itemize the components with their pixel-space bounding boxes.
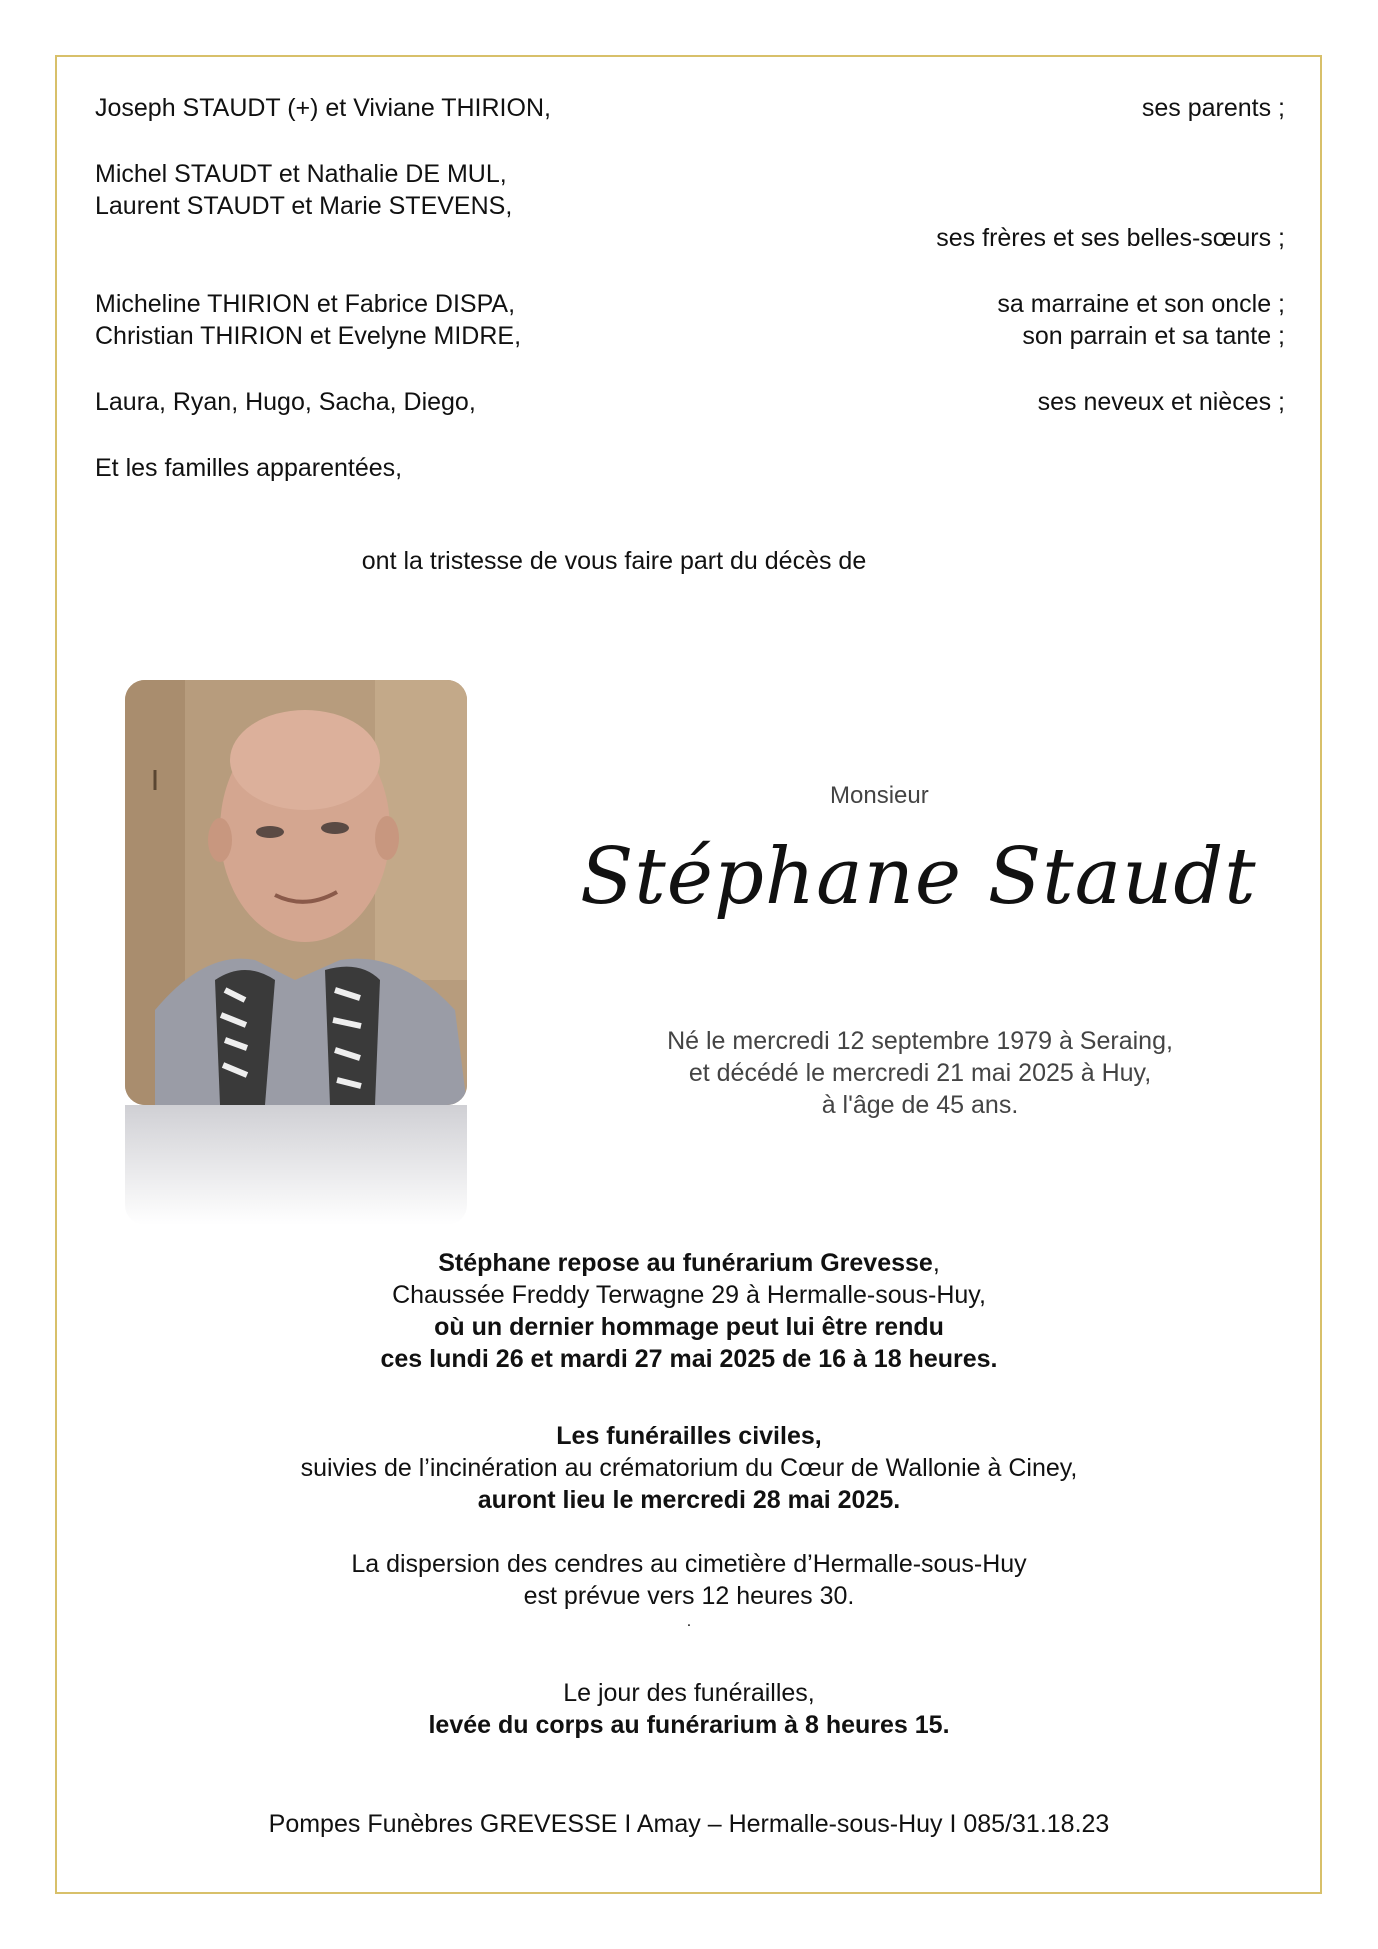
visitation-dates: ces lundi 26 et mardi 27 mai 2025 de 16 à 18 heures. [380,1345,998,1373]
family-relation: ses neveux et nièces ; [1037,388,1285,416]
dispersion-dot: . [686,1613,692,1630]
family-names: Et les familles apparentées, [95,454,403,482]
departure-intro: Le jour des funérailles, [563,1679,815,1707]
funeral-date: auront lieu le mercredi 28 mai 2025. [477,1486,901,1514]
deceased-title: Monsieur [830,782,929,809]
visitation-comma: , [932,1249,940,1277]
family-names: Joseph STAUDT (+) et Viviane THIRION, [95,94,551,122]
family-relation: ses frères et ses belles-sœurs ; [936,224,1285,252]
family-relation: sa marraine et son oncle ; [997,290,1285,318]
family-names: Laurent STAUDT et Marie STEVENS, [95,192,513,220]
departure-time: levée du corps au funérarium à 8 heures 15. [428,1711,950,1739]
visitation-place: Stéphane repose au funérarium Grevesse [438,1249,933,1277]
family-names: Michel STAUDT et Nathalie DE MUL, [95,160,507,188]
family-relation: son parrain et sa tante ; [1022,322,1285,350]
funeral-home-footer: Pompes Funèbres GREVESSE I Amay – Hermalle-sous-Huy I 085/31.18.23 [268,1810,1110,1838]
family-relation: ses parents ; [1141,94,1285,122]
birth-line: Né le mercredi 12 septembre 1979 à Seraing, [667,1027,1173,1055]
age-line: à l'âge de 45 ans. [821,1091,1019,1119]
family-names: Christian THIRION et Evelyne MIDRE, [95,322,522,350]
portrait-reflection [125,1105,467,1225]
visitation-address: Chaussée Freddy Terwagne 29 à Hermalle-sous-Huy, [392,1281,986,1309]
dispersion-time: est prévue vers 12 heures 30. [523,1582,855,1610]
portrait-photo [125,680,467,1105]
death-line: et décédé le mercredi 21 mai 2025 à Huy, [688,1059,1152,1087]
family-names: Laura, Ryan, Hugo, Sacha, Diego, [95,388,476,416]
deceased-name: Stéphane Staudt [580,832,1257,922]
funeral-cremation: suivies de l’incinération au crématorium du Cœur de Wallonie à Ciney, [300,1454,1078,1482]
visitation-hommage: où un dernier hommage peut lui être rendu [434,1313,944,1341]
announcement: ont la tristesse de vous faire part du décès de [361,547,867,575]
portrait-image [125,680,467,1105]
family-names: Micheline THIRION et Fabrice DISPA, [95,290,516,318]
funeral-title: Les funérailles civiles, [556,1422,822,1450]
visitation-line-1 [0,1247,1378,1279]
dispersion-place: La dispersion des cendres au cimetière d’Hermalle-sous-Huy [351,1550,1027,1578]
